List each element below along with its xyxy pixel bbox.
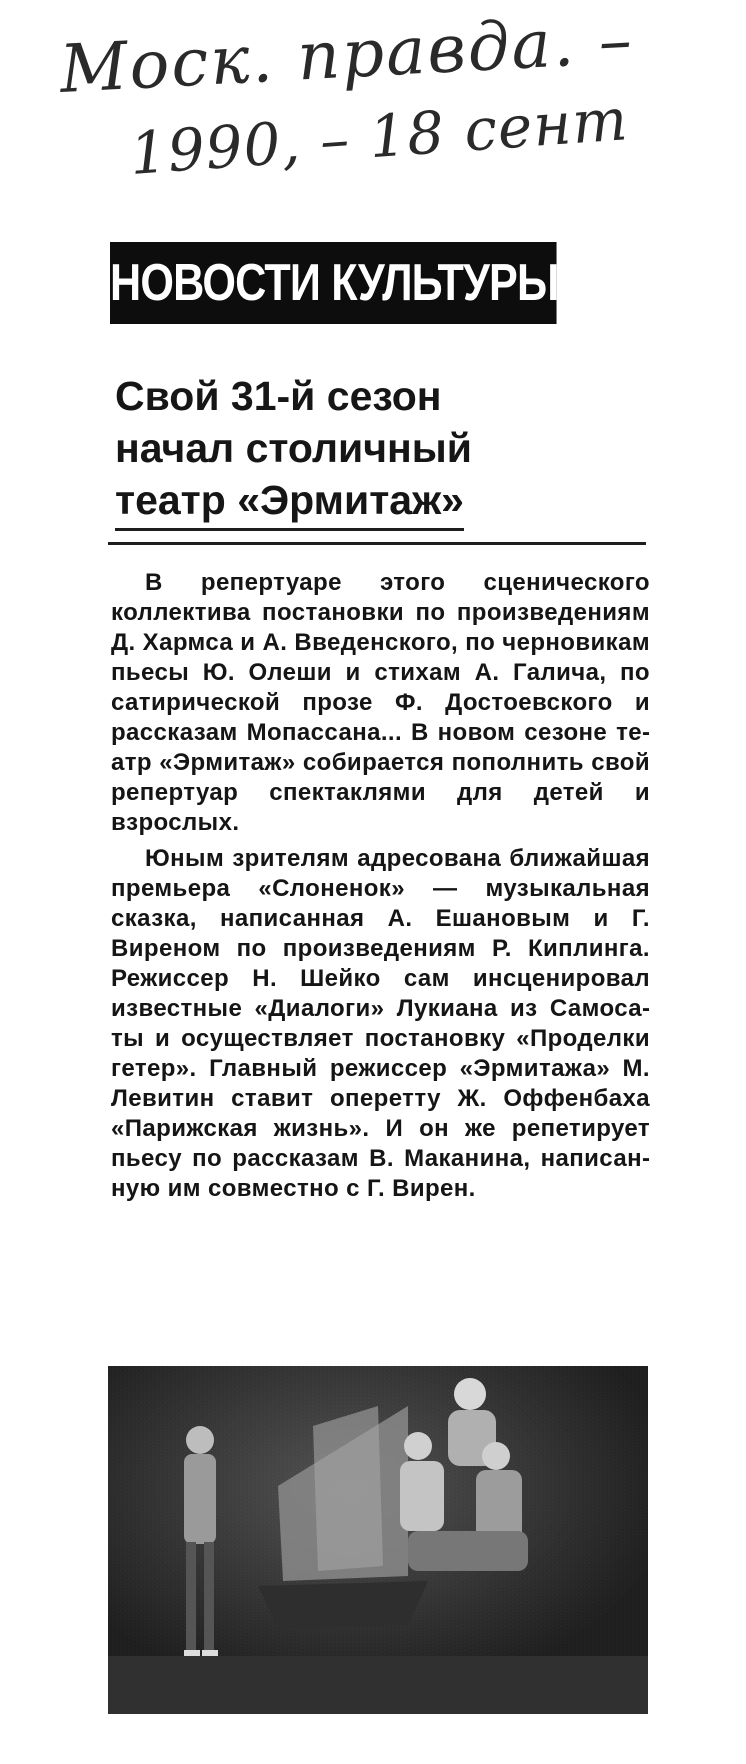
headline-line-2: начал столичный: [115, 425, 472, 471]
stage-photo-icon: [108, 1366, 648, 1714]
handwritten-line-1: Моск. правда. –: [57, 0, 636, 108]
headline-line-1: Свой 31-й сезон: [115, 373, 442, 419]
article-headline: [115, 370, 635, 531]
headline-line-3: театр «Эрмитаж»: [115, 474, 464, 531]
article-paragraph-2: Юным зрителям адресована ближайшая премьера «Слоненок» — музыкальная сказка, написанная А. Ешановым и Г. Виреном по произведениям Р. Киплинга. Режиссер Н. Шейко сам инсценировал известные «Диалоги» Лукиана из Самосаты и осуществляет постановку «Проделки гетер». Главный режиссер «Эрмитажа» М. Левитин ставит оперетту Ж. Оффенбаха «Парижская жизнь». И он же репетирует пьесу по рассказам В. Маканина, написанную им совместно с Г. Вирен.: [111, 845, 650, 1202]
stage-photo: [108, 1366, 648, 1714]
headline-divider: [108, 542, 646, 545]
section-heading: НОВОСТИ КУЛЬТУРЫ: [110, 242, 557, 324]
article-body: [111, 568, 650, 1210]
handwritten-line-2: 1990, – 18 сент: [127, 85, 631, 188]
handwritten-source-note: [57, 0, 680, 196]
article-paragraph-1: В репертуаре этого сценического коллектива постановки по произведениям Д. Хармса и А. Введенского, по черновикам пьесы Ю. Олеши и стихам А. Галича, по сатирической прозе Ф. Достоевского и рассказам Мопассана... В новом сезоне театр «Эрмитаж» собирается пополнить свой репертуар спектаклями для детей и взрослых.: [111, 569, 650, 836]
